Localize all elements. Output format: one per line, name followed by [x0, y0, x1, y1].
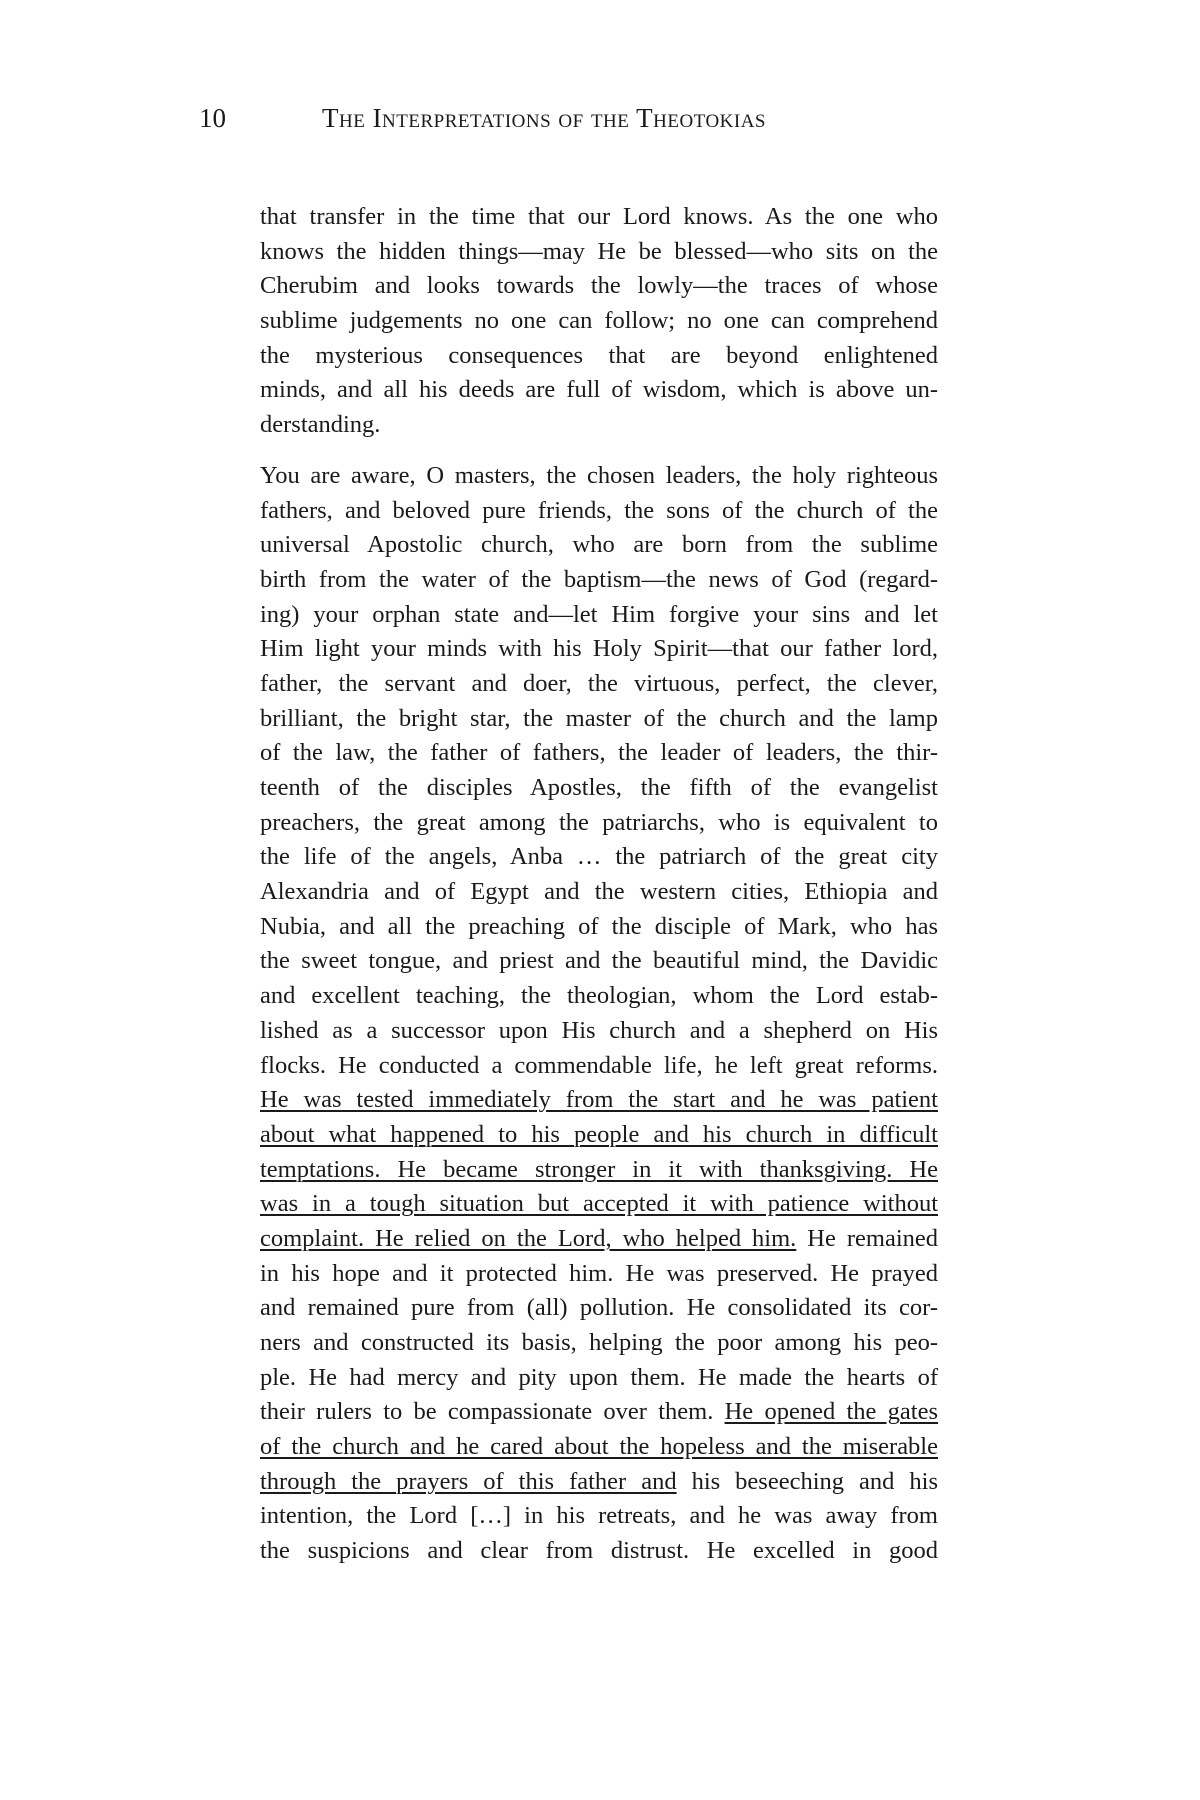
text-line — [260, 1430, 938, 1465]
text-line — [260, 269, 938, 304]
underlined-text: temptations. He became stronger in it with thanksgiving. He — [260, 1155, 938, 1183]
text-line — [260, 736, 938, 771]
text-segment: Alexandria and of Egypt and the western cities, Ethiopia and — [260, 878, 938, 906]
text-segment: that transfer in the time that our Lord knows. As the one who — [260, 203, 938, 230]
text-segment: of the law, the father of fathers, the leader of leaders, the thir- — [260, 739, 938, 767]
text-line — [260, 632, 938, 667]
text-line — [260, 1291, 938, 1326]
text-line — [260, 1187, 938, 1222]
text-line — [260, 408, 938, 443]
text-segment: You are aware, O masters, the chosen leaders, the holy righteous — [260, 461, 938, 489]
text-line — [260, 494, 938, 529]
underlined-text: He opened the gates — [724, 1398, 938, 1426]
underlined-text: complaint. He relied on the Lord, who helped him. — [260, 1224, 797, 1252]
text-line — [260, 459, 938, 494]
text-line — [260, 1534, 938, 1569]
text-line — [260, 875, 938, 910]
text-segment: brilliant, the bright star, the master of the church and the lamp — [260, 704, 938, 732]
text-segment: He remained — [796, 1224, 938, 1252]
text-line — [260, 1049, 938, 1084]
text-line — [260, 200, 938, 235]
text-segment: the mysterious consequences that are beyond enlightened — [260, 341, 938, 369]
text-line — [260, 1257, 938, 1292]
paragraph — [260, 200, 938, 443]
text-segment: sublime judgements no one can follow; no one can comprehend — [260, 307, 938, 335]
text-segment: fathers, and beloved pure friends, the sons of the church of the — [260, 496, 938, 524]
text-line — [260, 702, 938, 737]
text-line — [260, 1153, 938, 1188]
text-segment: ing) your orphan state and—let Him forgive your sins and let — [260, 600, 938, 628]
body-text — [260, 200, 938, 1585]
text-line — [260, 1465, 938, 1500]
running-title — [322, 101, 766, 135]
underlined-text: through the prayers of this father and — [260, 1467, 677, 1495]
text-segment: their rulers to be compassionate over them. — [260, 1398, 725, 1426]
text-segment: the life of the angels, Anba … the patriarch of the great city — [260, 843, 938, 871]
text-line — [260, 598, 938, 633]
text-line — [260, 910, 938, 945]
text-line — [260, 1083, 938, 1118]
text-line — [260, 1222, 938, 1257]
text-line — [260, 1326, 938, 1361]
text-segment: birth from the water of the baptism—the news of God (regard- — [260, 565, 938, 593]
text-line — [260, 1118, 938, 1153]
text-segment: the suspicions and clear from distrust. He excelled in good — [260, 1537, 938, 1565]
text-segment: his beseeching and his — [676, 1467, 938, 1495]
text-line — [260, 806, 938, 841]
text-segment: flocks. He conducted a commendable life, he left great reforms. — [260, 1051, 938, 1079]
text-line — [260, 979, 938, 1014]
text-line — [260, 235, 938, 270]
text-line — [260, 528, 938, 563]
text-line — [260, 667, 938, 702]
text-line — [260, 840, 938, 875]
text-segment: derstanding. — [260, 411, 381, 439]
text-line — [260, 944, 938, 979]
text-segment: Nubia, and all the preaching of the disciple of Mark, who has — [260, 912, 938, 940]
text-segment: and excellent teaching, the theologian, whom the Lord estab- — [260, 982, 938, 1010]
text-line — [260, 1499, 938, 1534]
text-segment: lished as a successor upon His church and a shepherd on His — [260, 1016, 938, 1044]
text-segment: teenth of the disciples Apostles, the fifth of the evangelist — [260, 774, 938, 801]
text-line — [260, 304, 938, 339]
text-segment: Him light your minds with his Holy Spirit—that our father lord, — [260, 635, 938, 663]
text-line — [260, 373, 938, 408]
text-line — [260, 339, 938, 374]
text-line — [260, 1395, 938, 1430]
text-segment: preachers, the great among the patriarchs, who is equivalent to — [260, 808, 938, 836]
text-segment: minds, and all his deeds are full of wisdom, which is above un- — [260, 376, 938, 404]
paragraph — [260, 459, 938, 1569]
text-segment: knows the hidden things—may He be blessed—who sits on the — [260, 237, 938, 265]
page-number: 10 — [199, 103, 226, 133]
underlined-text: about what happened to his people and his church in difficult — [260, 1120, 938, 1148]
text-segment: ple. He had mercy and pity upon them. He made the hearts of — [260, 1363, 938, 1391]
text-line — [260, 1361, 938, 1396]
running-title-text: The Interpretations of the Theotokias — [322, 103, 766, 133]
text-segment: the sweet tongue, and priest and the beautiful mind, the Davidic — [260, 947, 938, 975]
underlined-text: of the church and he cared about the hopeless and the miserable — [260, 1433, 938, 1461]
text-segment: Cherubim and looks towards the lowly—the traces of whose — [260, 272, 938, 300]
text-line — [260, 563, 938, 598]
underlined-text: was in a tough situation but accepted it with patience without — [260, 1190, 938, 1218]
text-segment: ners and constructed its basis, helping the poor among his peo- — [260, 1329, 938, 1356]
text-line — [260, 1014, 938, 1049]
underlined-text: He was tested immediately from the start and he was patient — [260, 1086, 938, 1114]
text-segment: in his hope and it protected him. He was preserved. He prayed — [260, 1259, 938, 1287]
text-segment: father, the servant and doer, the virtuous, perfect, the clever, — [260, 669, 938, 697]
text-segment: universal Apostolic church, who are born from the sublime — [260, 531, 938, 559]
text-line — [260, 771, 938, 806]
text-segment: intention, the Lord […] in his retreats, and he was away from — [260, 1502, 938, 1530]
text-segment: and remained pure from (all) pollution. He consolidated its cor- — [260, 1294, 938, 1322]
